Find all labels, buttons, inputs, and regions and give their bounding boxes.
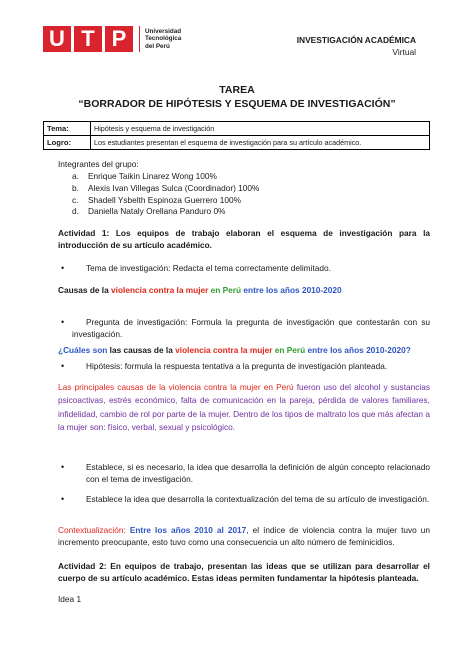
meta-row-tema — [44, 122, 430, 136]
doc-title: TAREA — [219, 84, 255, 96]
list-item: c. Shadell Ysbelth Espinoza Guerrero 100% — [72, 194, 241, 205]
tema-label: Tema: — [44, 122, 91, 136]
bullet-icon: • — [61, 494, 65, 504]
logo-letter-u: U — [43, 26, 71, 52]
bullet-icon: • — [61, 462, 65, 472]
logo-line-2: Tecnológica — [145, 35, 182, 43]
logo-line-3: del Perú — [145, 42, 170, 50]
group-heading: Integrantes del grupo: — [58, 159, 139, 169]
member-list — [72, 171, 259, 218]
tema-value: Hipótesis y esquema de investigación — [91, 122, 430, 136]
hypothesis-paragraph: Las principales causas de la violencia contra la mujer en Perú fueron uso del alcohol y sustancias psicoactivas, estrés económico, falta de comunicación en la pareja, pérdida de valores familiares, infidelidad, cambio de rol por parte de la mujer. Dentro de los tipos de maltrato los que más afectan a la mujer son: físico, verbal, sexual y psicológico. — [58, 382, 430, 433]
list-item: d. Daniella Nataly Orellana Panduro 0% — [72, 206, 226, 217]
utp-logo — [43, 26, 181, 52]
utp-logo-mark — [43, 26, 136, 52]
logro-value: Los estudiantes presentan el esquema de investigación para su artículo académico. — [91, 136, 430, 150]
list-item: b. Alexis Ivan Villegas Sulca (Coordinador) 100% — [72, 182, 260, 193]
logo-divider — [139, 26, 140, 52]
meta-row-logro — [44, 136, 430, 150]
contextualization-paragraph: Contextualización: Entre los años 2010 al 2017, el índice de violencia contra la mujer tuvo un incremento preocupante, esto tuvo como una consecuencia un alto número de feminicidios. — [58, 525, 430, 547]
bullet-icon: • — [61, 263, 65, 273]
bullet-concepto: Establece, si es necesario, la idea que desarrolla la definición de algún concepto relacionado con el tema de investigación. — [86, 462, 430, 484]
activity-2: Actividad 2: En equipos de trabajo, presentan las ideas que se utilizan para desarrollar el cuerpo de su artículo académico. Estas ideas permiten fundamentar la hipótesis planteada. — [58, 561, 430, 583]
bullet-hipotesis: Hipótesis: formula la respuesta tentativa a la pregunta de investigación planteada. — [86, 361, 388, 371]
logo-letter-t: T — [74, 26, 102, 52]
list-item: a. Enrique Taikin Linarez Wong 100% — [72, 171, 217, 181]
header-department — [297, 34, 416, 58]
department-mode: Virtual — [392, 47, 416, 57]
idea-heading: Idea 1 — [58, 594, 82, 604]
logo-line-1: Universidad — [145, 28, 182, 36]
bullet-icon: • — [61, 361, 65, 371]
research-topic: Causas de la violencia contra la mujer en Perú entre los años 2010-2020 — [58, 285, 342, 295]
research-question: ¿Cuáles son las causas de la violencia contra la mujer en Perú entre los años 2010-2020? — [58, 345, 411, 355]
activity-1: Actividad 1: Los equipos de trabajo elaboran el esquema de investigación para la introducción de su artículo académico. — [58, 228, 430, 250]
doc-subtitle: “BORRADOR DE HIPÓTESIS Y ESQUEMA DE INVESTIGACIÓN” — [78, 98, 396, 110]
department-title: INVESTIGACIÓN ACADÉMICA — [296, 35, 416, 45]
assignment-meta-table — [43, 121, 430, 150]
logro-label: Logro: — [44, 136, 91, 150]
logo-letter-p: P — [105, 26, 133, 52]
bullet-pregunta: Pregunta de investigación: Formula la pregunta de investigación que contestarán con su investigación. — [72, 317, 430, 339]
bullet-icon: • — [61, 317, 65, 327]
logo-university-name — [145, 28, 181, 50]
bullet-contexto: Establece la idea que desarrolla la contextualización del tema de su artículo de investigación. — [86, 494, 430, 504]
bullet-tema: Tema de investigación: Redacta el tema correctamente delimitado. — [86, 263, 331, 273]
